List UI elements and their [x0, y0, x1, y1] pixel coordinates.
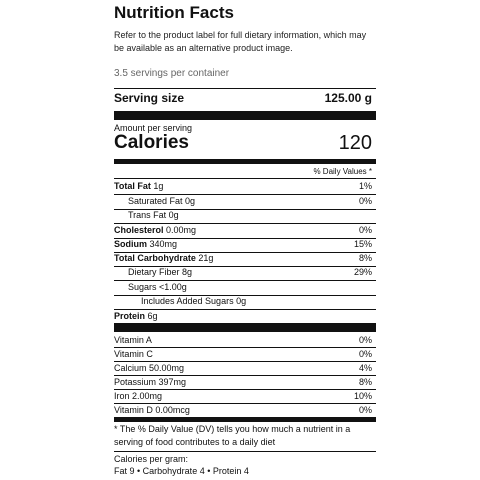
calories-per-gram-values: Fat 9 • Carbohydrate 4 • Protein 4 — [114, 466, 249, 476]
vitamin-row — [114, 348, 376, 361]
nutrient-name: Cholesterol 0.00mg — [114, 225, 197, 235]
nutrient-name: Sodium 340mg — [114, 239, 178, 249]
nutrient-dv: 0% — [358, 196, 372, 206]
vitamin-dv: 0% — [358, 349, 372, 359]
serving-size-row — [114, 91, 376, 105]
amount-per-serving: Amount per serving — [114, 123, 193, 133]
serving-size-value: 125.00 g — [324, 91, 372, 105]
nutrient-row — [114, 281, 376, 294]
thick-divider — [114, 323, 376, 332]
vitamin-row — [114, 376, 376, 389]
nutrient-name: Sugars <1.00g — [128, 282, 187, 292]
servings-per-container: 3.5 servings per container — [114, 68, 230, 79]
intro-text: Refer to the product label for full dietary information, which may be available as an alternative product image. — [114, 30, 367, 53]
nutrient-row — [114, 310, 376, 323]
nutrient-row — [114, 195, 376, 208]
nutrient-name: Trans Fat 0g — [128, 210, 179, 220]
nutrient-dv: 8% — [358, 253, 372, 263]
vitamin-dv: 0% — [358, 405, 372, 415]
nutrient-name: Dietary Fiber 8g — [128, 267, 193, 277]
nutrient-row — [114, 295, 376, 308]
nutrient-name: Includes Added Sugars 0g — [141, 296, 247, 306]
medium-divider — [114, 159, 376, 164]
vitamin-row — [114, 404, 376, 417]
nutrient-dv: 1% — [358, 181, 372, 191]
vitamin-dv: 8% — [358, 377, 372, 387]
nutrient-row — [114, 238, 376, 251]
calories-value: 120 — [338, 132, 372, 154]
daily-value-header: % Daily Values * — [313, 167, 372, 176]
vitamin-row — [114, 390, 376, 403]
nutrient-row — [114, 224, 376, 237]
nutrient-dv: 15% — [353, 239, 372, 249]
footnote: * The % Daily Value (DV) tells you how much a nutrient in a serving of food contributes to a daily diet — [114, 424, 351, 447]
nutrient-name: Total Carbohydrate 21g — [114, 253, 214, 263]
vitamin-name: Vitamin A — [114, 335, 152, 345]
vitamin-dv: 10% — [353, 391, 372, 401]
nutrient-name: Protein 6g — [114, 311, 158, 321]
divider — [114, 178, 376, 179]
serving-size-label: Serving size — [114, 91, 185, 105]
panel-title: Nutrition Facts — [114, 3, 234, 22]
medium-divider — [114, 417, 376, 422]
vitamin-name: Vitamin C — [114, 349, 153, 359]
vitamin-name: Calcium 50.00mg — [114, 363, 185, 373]
vitamin-name: Iron 2.00mg — [114, 391, 163, 401]
vitamin-dv: 0% — [358, 335, 372, 345]
nutrient-dv: 0% — [358, 225, 372, 235]
nutrient-name: Total Fat 1g — [114, 181, 164, 191]
nutrient-row — [114, 180, 376, 193]
calories-label: Calories — [114, 132, 189, 153]
divider — [114, 451, 376, 452]
vitamin-row — [114, 362, 376, 375]
nutrient-name: Saturated Fat 0g — [128, 196, 196, 206]
nutrient-row — [114, 209, 376, 222]
nutrient-row — [114, 252, 376, 265]
vitamin-dv: 4% — [358, 363, 372, 373]
nutrient-row — [114, 266, 376, 279]
thick-divider — [114, 111, 376, 120]
vitamin-name: Potassium 397mg — [114, 377, 187, 387]
divider — [114, 88, 376, 89]
calories-row — [114, 132, 376, 158]
vitamin-row — [114, 334, 376, 347]
calories-per-gram-label: Calories per gram: — [114, 454, 189, 464]
nutrient-dv: 29% — [353, 267, 372, 277]
vitamin-name: Vitamin D 0.00mcg — [114, 405, 190, 415]
